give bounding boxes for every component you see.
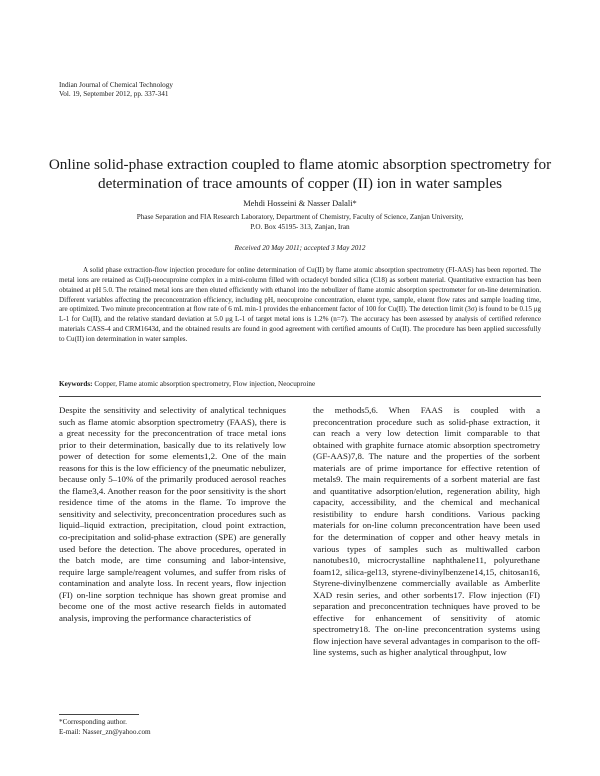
article-authors: Mehdi Hosseini & Nasser Dalali*: [243, 199, 357, 208]
footnotes: [59, 717, 151, 737]
keywords-list: Copper, Flame atomic absorption spectrometry, Flow injection, Neocuproine: [94, 380, 316, 388]
article-affiliation: [90, 212, 510, 232]
article-dates: Received 20 May 2011; accepted 3 May 2012: [234, 244, 366, 252]
divider: [59, 396, 541, 397]
keywords-label: Keywords:: [59, 380, 93, 388]
journal-citation: Vol. 19, September 2012, pp. 337-341: [59, 90, 169, 99]
body-text-left: Despite the sensitivity and selectivity of analytical techniques such as flame atomic absorption spectrometry (FAAS), there is a great necessity for the preconcentration of trace metal ions prior to their determination, basically due to its relatively low power of detection for some elements1,2. One of the main reasons for this is the low efficiency of the pneumatic nebulizer, because only 5–10% of the primarily produced aerosol reaches the flame3,4. Another reason for the poor sensitivity is the short residence time of the atoms in the flame. To improve the sensitivity and selectivity, preconcentration procedures such as liquid–liquid extraction, precipitation, cloud point extraction, co-precipitation and solid-phase extraction (SPE) are generally used before the detection. The above procedures, operated in the batch mode, are time consuming and labor-intensive, require large sample/reagent volumes, and suffer from risks of contamination and analyte loss. In recent years, flow injection (FI) on-line sorption technique has shown great promise and become one of the most active research fields in automated analysis, improving the performance characteristics of: [59, 405, 286, 623]
journal-header: [59, 81, 173, 100]
article-keywords: [59, 380, 541, 388]
body-text-right: the methods5,6. When FAAS is coupled with a preconcentration procedure such as solid-phase extraction, it can reach a very low detection limit comparable to that obtained with graphite furnace atomic absorption spectrometry (GF-AAS)7,8. The nature and the properties of the sorbent materials are of prime importance for effective retention of metals9. The main requirements of a sorbent material are fast and quantitative adsorption/elution, regeneration ability, high capacity, accessibility, and the chemical and mechanical resistibility to endure harsh conditions. Various packing materials for on-line column preconcentration have been used for the determination of copper and other heavy metals in various types of samples such as multiwalled carbon nanotubes10, microcrystalline naphthalene11, polyurethane foam12, silica-gel13, styrene-divinylbenzene14,15, chitosan16, Styrene-divinylbenzene commercially available as Amberlite XAD resin series, and other sorbents17. Flow injection (FI) separation and preconcentration techniques have proved to be effective for enhancement of sensitivity of atomic spectrometry18. The on-line preconcentration systems using flow injection have several advantages in comparison to the off-line systems, such as higher analytical throughput, low: [313, 405, 540, 658]
affiliation-line-1: Phase Separation and FIA Research Laboratory, Department of Chemistry, Faculty of Science, Zanjan University,: [136, 213, 464, 221]
footnote-corresponding: *Corresponding author.: [59, 718, 127, 726]
journal-name: Indian Journal of Chemical Technology: [59, 81, 173, 89]
footnote-divider: [59, 714, 139, 715]
body-column-left: [59, 405, 286, 624]
article-abstract: A solid phase extraction-flow injection procedure for online determination of Cu(II) by flame atomic absorption spectrometry (FI-AAS) has been reported. The metal ions are retained as Cu(I)-neocuproine complex in a mini-column filled with octadecyl bonded silica (C18) as sorbent material. Quantitative extraction has been obtained at pH 5.0. The retained metal ions are then eluted efficiently with ethanol into the nebulizer of flame atomic absorption spectrometer for on-line determination. Different variables affecting the preconcentration efficiency, including pH, neocuproine concentration, eluent type, sample, eluent flow rates and sample loading time, are optimized. Two minute preconcentration at flow rate of 6 mL min-1 provides the enhancement factor of 100 for Cu(II). The detection limit (3σ) is found to be 0.15 μg L-1 for Cu(II), and the relative standard deviation at 5.0 μg L-1 of target metal ions is 1.2% (n=7). The accuracy has been assessed by analysis of certified reference materials CASS-4 and CRM1643d, and the obtained results are found in good agreement with certified amounts of Cu(II). The procedure has been applied successfully to Cu(II) ion determination in water samples.: [59, 266, 541, 343]
article-title: Online solid-phase extraction coupled to flame atomic absorption spectrometry for determination of trace amounts of copper (II) ion in water samples: [48, 156, 552, 192]
body-column-right: [313, 405, 540, 659]
affiliation-line-2: P.O. Box 45195- 313, Zanjan, Iran: [250, 223, 350, 231]
footnote-email: E-mail: Nasser_zn@yahoo.com: [59, 728, 151, 736]
